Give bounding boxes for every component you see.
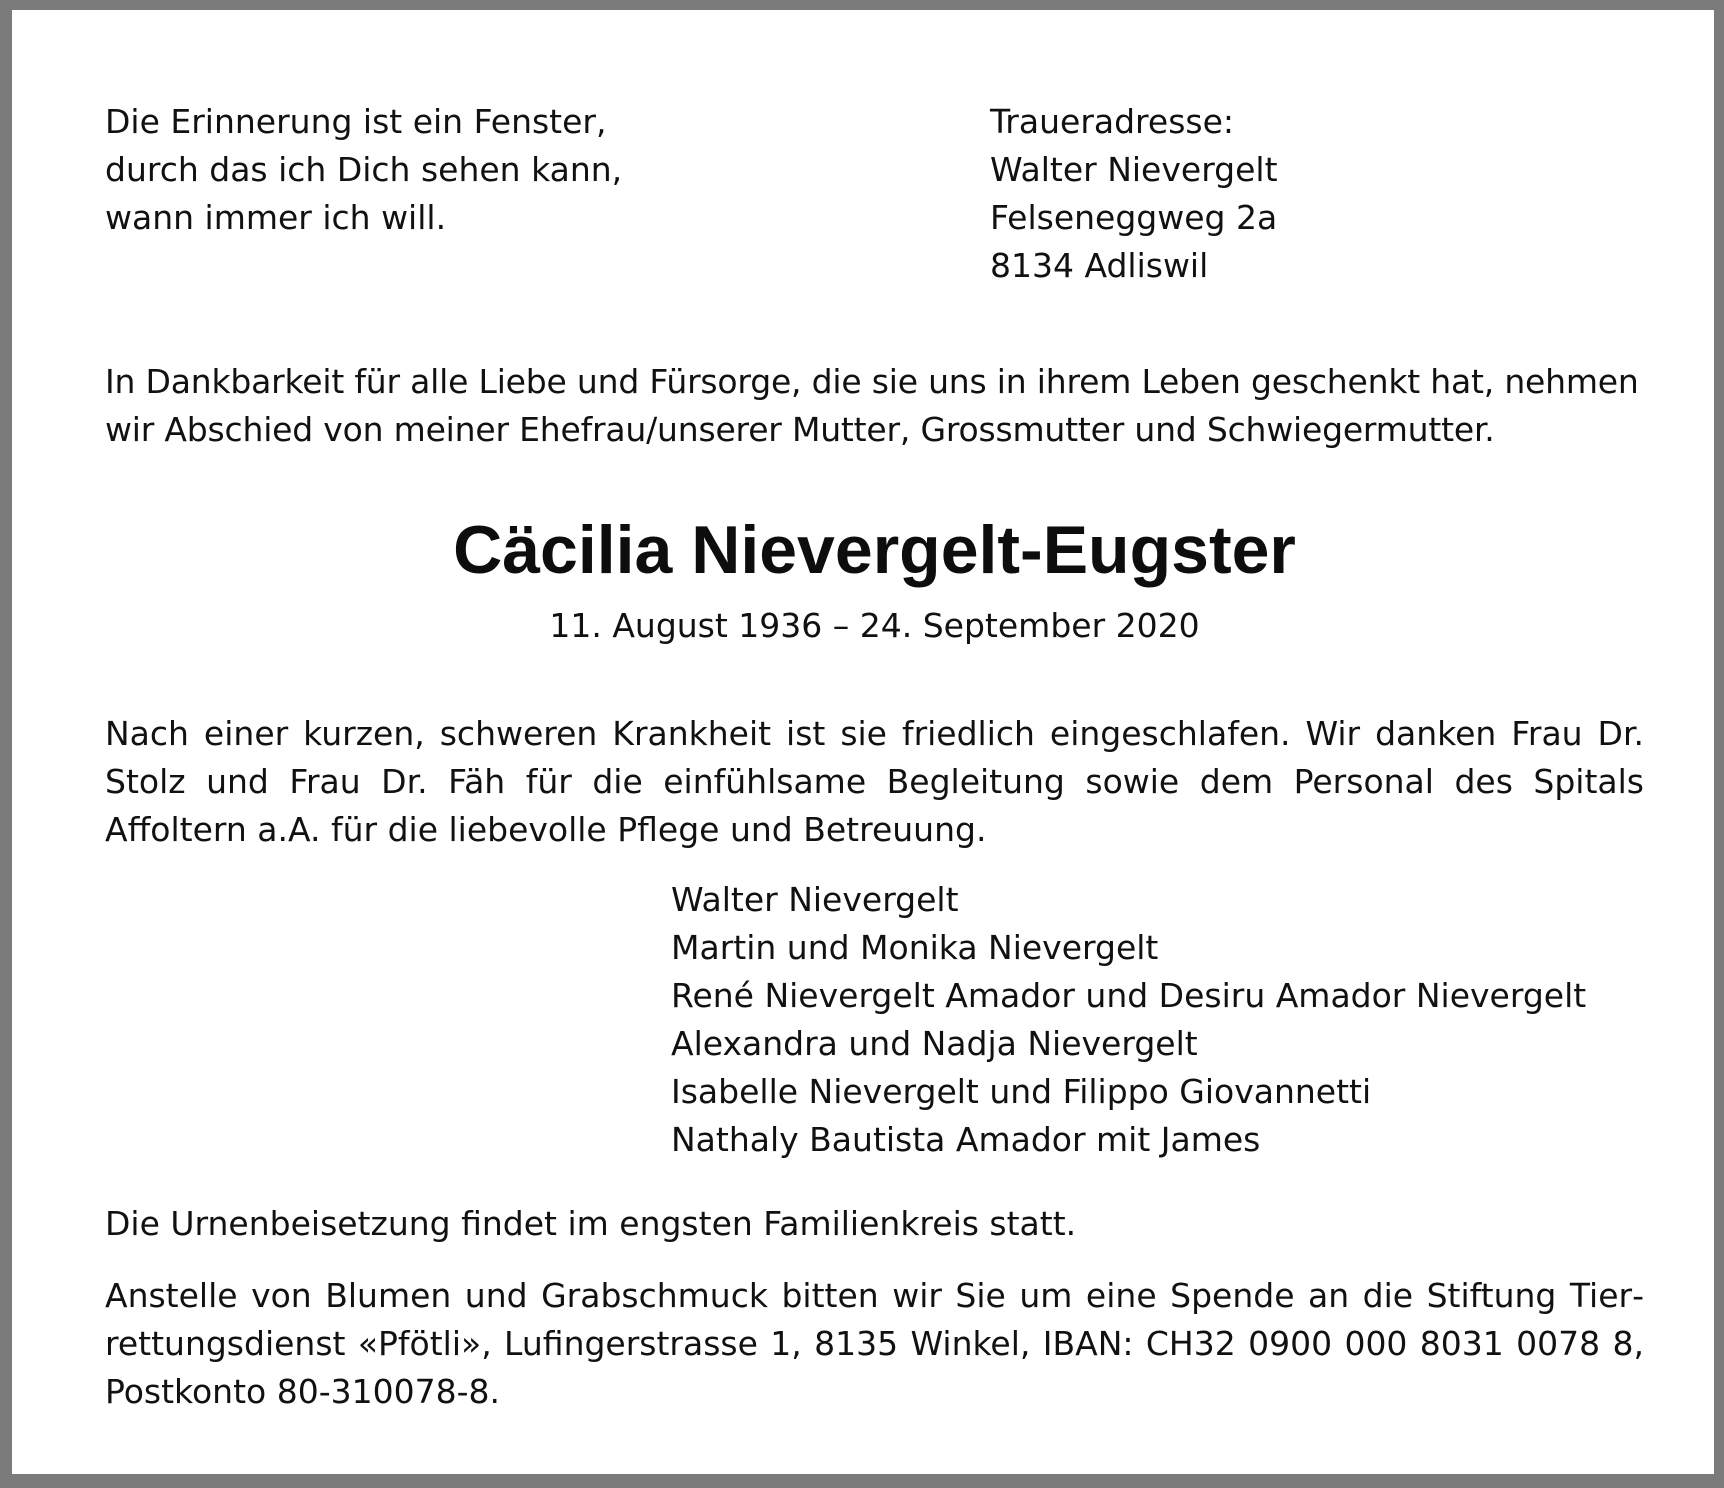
mourning-address — [990, 98, 1630, 290]
poem-line: Die Erinnerung ist ein Fenster, — [105, 102, 607, 141]
mourner-name: Walter Nievergelt — [671, 880, 959, 919]
deceased-name: Cäcilia Nievergelt-Eugster — [453, 512, 1296, 588]
mourner-name: Isabelle Nievergelt und Filippo Giovannetti — [671, 1072, 1372, 1111]
address-city: 8134 Adliswil — [990, 246, 1209, 285]
memorial-poem — [105, 98, 905, 242]
address-heading: Traueradresse: — [990, 102, 1235, 141]
mourner-name: Martin und Monika Nievergelt — [671, 928, 1159, 967]
thanks-paragraph: Nach einer kurzen, schweren Krankheit ist sie friedlich eingeschlafen. Wir danken Frau Dr. Stolz und Frau Dr. Fäh für die einfühlsame Begleitung sowie dem Personal des Spitals Affoltern a.A. für die liebevolle Pflege und Betreuung. — [105, 714, 1644, 849]
burial-note: Die Urnenbeisetzung findet im engsten Familienkreis statt. — [105, 1204, 1077, 1243]
mourner-name: René Nievergelt Amador und Desiru Amador Nievergelt — [671, 976, 1587, 1015]
mourners-list — [671, 876, 1644, 1164]
mourner-name: Nathaly Bautista Amador mit James — [671, 1120, 1261, 1159]
intro-line: In Dankbarkeit für alle Liebe und Fürsorge, die sie uns in ihrem Leben geschenkt hat, nehmen — [105, 362, 1639, 401]
poem-line: durch das ich Dich sehen kann, — [105, 150, 623, 189]
life-dates: 11. August 1936 – 24. September 2020 — [549, 606, 1200, 645]
donation-paragraph: Anstelle von Blumen und Grabschmuck bitten wir Sie um eine Spende an die Stiftung Tierrettungsdienst «Pfötli», Lufingerstrasse 1, 8135 Winkel, IBAN: CH32 0900 000 8031 0078 8, Postkonto 80-310078-8. — [105, 1276, 1644, 1411]
intro-line: wir Abschied von meiner Ehefrau/unserer Mutter, Grossmutter und Schwiegermutter. — [105, 410, 1495, 449]
mourner-name: Alexandra und Nadja Nievergelt — [671, 1024, 1198, 1063]
address-name: Walter Nievergelt — [990, 150, 1278, 189]
address-street: Felseneggweg 2a — [990, 198, 1278, 237]
poem-line: wann immer ich will. — [105, 198, 447, 237]
intro-paragraph — [105, 358, 1644, 454]
